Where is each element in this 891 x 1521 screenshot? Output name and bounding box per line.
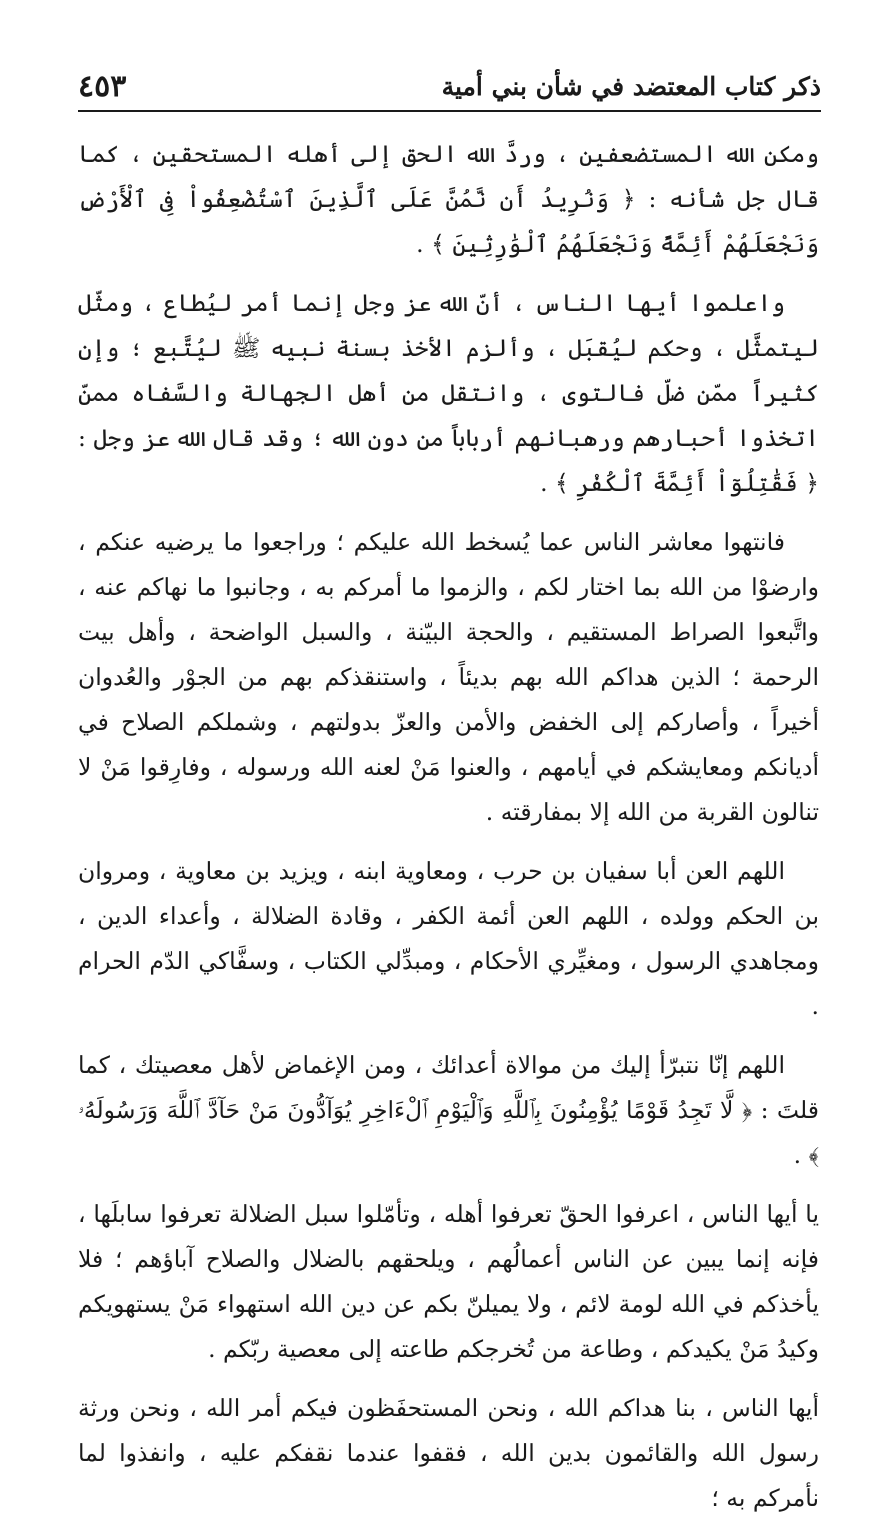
- running-header: [78, 62, 821, 112]
- running-title: ذكر كتاب المعتضد في شأن بني أمية: [441, 71, 821, 101]
- paragraph: ومكن الله المستضعفين ، وردَّ الله الحق إلى أهله المستحقين ، كما قال جل شأنه : ﴿ وَنُرِيدُ أَن نَّمُنَّ عَلَى ٱلَّذِينَ ٱسْتُضْعِفُواْ فِى ٱلْأَرْضِ وَنَجْعَلَهُمْ أَئِمَّةً وَنَجْعَلَهُمُ ٱلْوَٰرِثِينَ ﴾ .: [78, 140, 819, 258]
- paragraph: فانتهوا معاشر الناس عما يُسخط الله عليكم ؛ وراجعوا ما يرضيه عنكم ، وارضوْا من الله بما اختار لكم ، والزموا ما أمركم به ، وجانبوا ما نهاكم عنه ، واتَّبعوا الصراط المستقيم ، والحجة البيّنة ، والسبل الواضحة ، وأهل بيت الرحمة ؛ الذين هداكم الله بهم بديئاً ، واستنقذكم بهم من الجوْر والعُدوان أخيراً ، وأصاركم إلى الخفض والأمن والعزّ بدولتهم ، وشملكم الصلاح في أديانكم ومعايشكم في أيامهم ، والعنوا مَنْ لعنه الله ورسوله ، وفارِقوا مَنْ لا تنالون القربة من الله إلا بمفارقته .: [78, 528, 820, 826]
- paragraph: اللهم العن أبا سفيان بن حرب ، ومعاوية ابنه ، ويزيد بن معاوية ، ومروان بن الحكم وولده ، اللهم العن أئمة الكفر ، وقادة الضلالة ، وأعداء الدين ، ومجاهدي الرسول ، ومغيِّري الأحكام ، ومبدِّلي الكتاب ، وسفَّاكي الدّم الحرام .: [78, 857, 819, 1020]
- paragraph: واعلموا أيها الناس ، أنّ الله عز وجل إنما أمر ليُطاع ، ومثّل ليتمثَّل ، وحكم ليُقبَل ، وألزم الأخذ بسنة نبيه ﷺ ليُتَّبع ؛ وإن كثيراً ممّن ضلّ فالتوى ، وانتقل من أهل الجهالة والسَّفاه ممنّ اتخذوا أحبارهم ورهبانهم أرباباً من دون الله ؛ وقد قال الله عز وجل : ﴿ فَقَٰتِلُوٓاْ أَئِمَّةَ ٱلْكُفْرِ ﴾ .: [78, 289, 819, 497]
- page-number: ٤٥٣: [78, 68, 127, 104]
- page-body: [78, 132, 819, 1521]
- paragraph: أيها الناس ، بنا هداكم الله ، ونحن المستحفَظون فيكم أمر الله ، ونحن ورثة رسول الله والقائمون بدين الله ، فقفوا عندما نقفكم عليه ، وانفذوا لما نأمركم به ؛: [78, 1394, 819, 1512]
- paragraph: يا أيها الناس ، اعرفوا الحقّ تعرفوا أهله ، وتأمّلوا سبل الضلالة تعرفوا سابلَها ، فإنه إنما يبين عن الناس أعمالُهم ، ويلحقهم بالضلال والصلاح آباؤهم ؛ فلا يأخذكم في الله لومة لائم ، ولا يميلنّ بكم عن دين الله استهواء مَنْ يستهويكم وكيدُ مَنْ يكيدكم ، وطاعة من تُخرجكم طاعته إلى معصية ربّكم .: [78, 1200, 819, 1363]
- paragraph: اللهم إنّا نتبرّأ إليك من موالاة أعدائك ، ومن الإغماض لأهل معصيتك ، كما قلتَ : ﴿ لَّا تَجِدُ قَوْمًا يُؤْمِنُونَ بِٱللَّهِ وَٱلْيَوْمِ ٱلْءَاخِرِ يُوَآدُّونَ مَنْ حَآدَّ ٱللَّهَ وَرَسُولَهُۥ ﴾ .: [78, 1051, 819, 1169]
